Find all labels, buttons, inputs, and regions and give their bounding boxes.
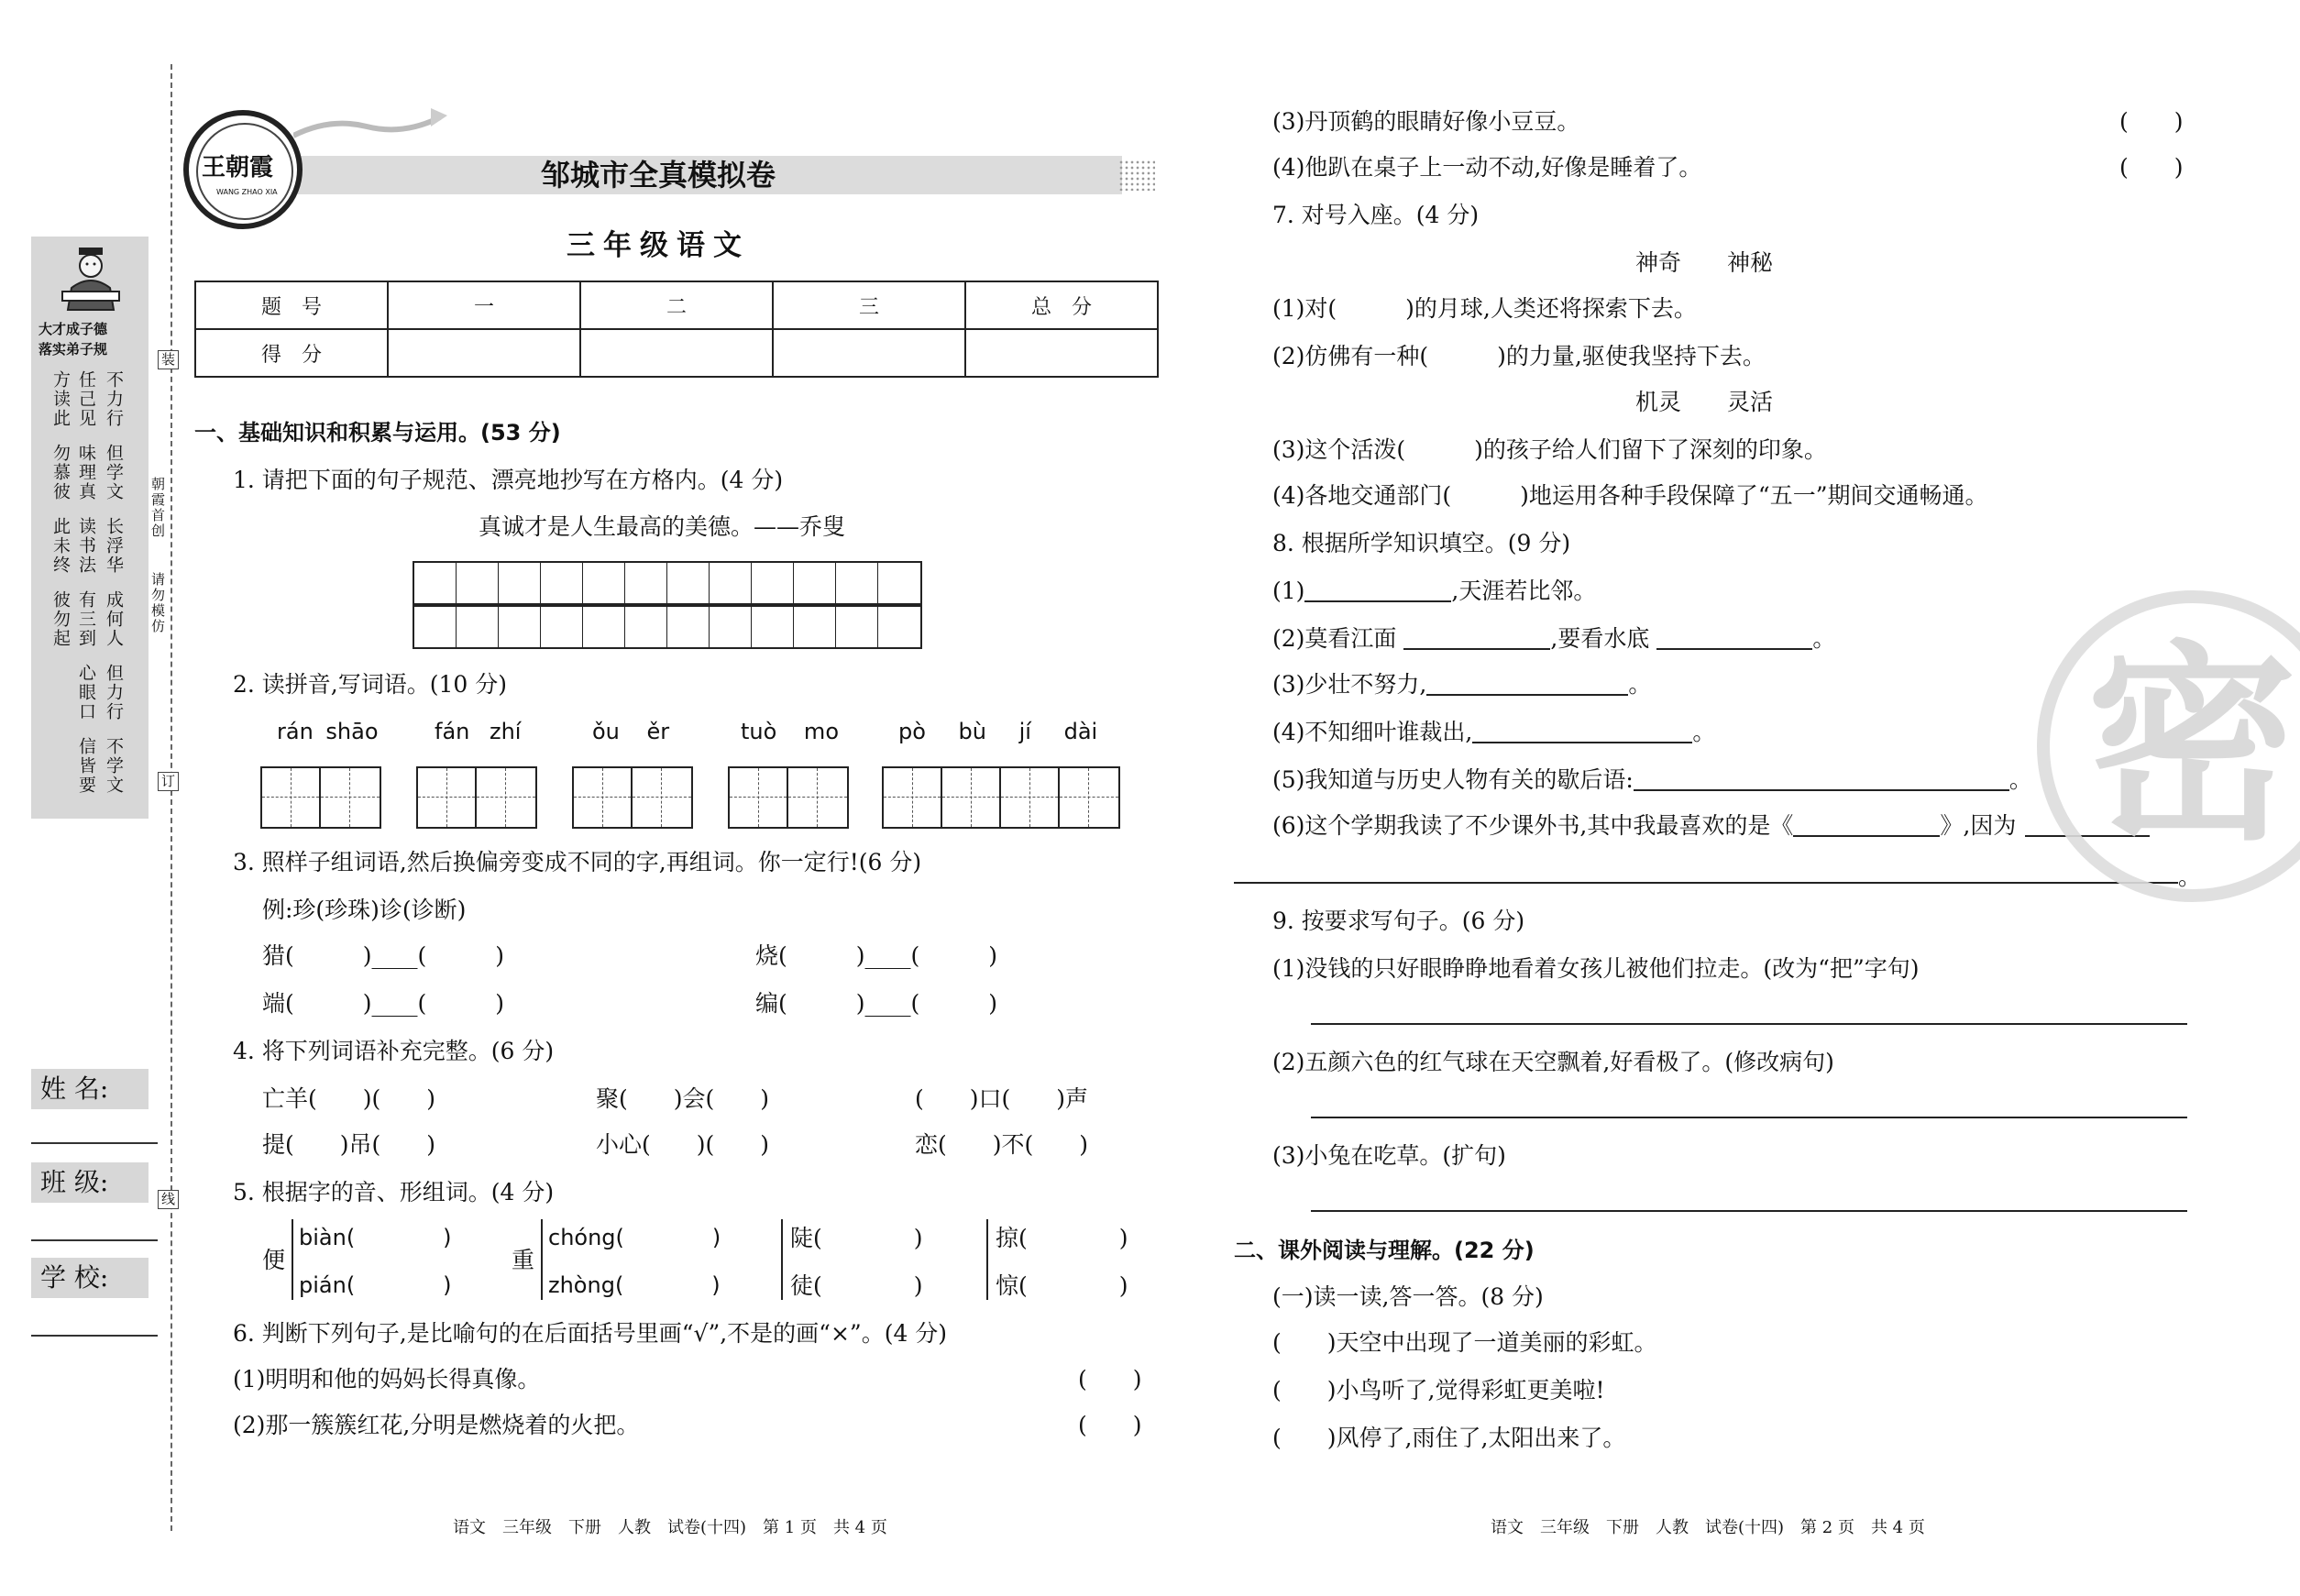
answer-paren[interactable]: ( ) bbox=[2119, 108, 2184, 135]
copyright-note: 请勿模仿 bbox=[149, 572, 166, 634]
motto-col: 任己见 bbox=[76, 370, 96, 428]
question-8: 8. 根据所学知识填空。(9 分) bbox=[1272, 530, 1571, 556]
question-7: 7. 对号入座。(4 分) bbox=[1272, 202, 1480, 228]
logo-subtext: WANG ZHAO XIA bbox=[216, 188, 278, 196]
question-6: 6. 判断下列句子,是比喻句的在后面括号里画“√”,不是的画“×”。(4 分) bbox=[233, 1320, 948, 1347]
blank-line[interactable] bbox=[1634, 769, 2009, 791]
q8-text: 。 bbox=[1628, 671, 1652, 698]
question-4: 4. 将下列词语补充完整。(6 分) bbox=[233, 1038, 555, 1064]
q5-item[interactable]: biàn( ) bbox=[299, 1225, 452, 1250]
q6-sentence: (1)明明和他的妈妈长得真像。 bbox=[233, 1366, 541, 1392]
q5-head-char: 便 bbox=[262, 1247, 286, 1273]
q4-item[interactable]: ( )口( )声 bbox=[915, 1085, 1089, 1112]
score-cell[interactable] bbox=[580, 329, 773, 377]
tianzi-grid[interactable] bbox=[572, 766, 693, 829]
page-footer: 语文 三年级 下册 人教 试卷(十四) 第 1 页 共 4 页 bbox=[453, 1518, 887, 1537]
motto-col: 但学文 bbox=[104, 444, 124, 501]
answer-paren[interactable]: ( ) bbox=[2119, 154, 2184, 181]
q8-text: (1) bbox=[1272, 578, 1305, 604]
motto-col: 但力行 bbox=[104, 664, 124, 721]
name-label: 姓 名: bbox=[31, 1069, 149, 1109]
motto-col: 读书法 bbox=[76, 517, 96, 575]
tianzi-grid[interactable] bbox=[260, 766, 381, 829]
q5-item[interactable]: pián( ) bbox=[299, 1272, 452, 1298]
table-header-cell: 题 号 bbox=[195, 281, 388, 329]
q5-item[interactable]: 陡( ) bbox=[790, 1225, 923, 1251]
section-heading: 二、课外阅读与理解。(22 分) bbox=[1234, 1238, 1535, 1263]
motto-line-2: 落实弟子规 bbox=[39, 341, 108, 358]
motto-col: 长浮华 bbox=[104, 517, 124, 575]
blank-line[interactable] bbox=[1656, 628, 1812, 650]
q8-item[interactable] bbox=[1272, 768, 2032, 791]
q8-text: (5)我知道与历史人物有关的歇后语: bbox=[1272, 766, 1634, 793]
page-footer: 语文 三年级 下册 人教 试卷(十四) 第 2 页 共 4 页 bbox=[1491, 1518, 1925, 1537]
school-field[interactable] bbox=[31, 1335, 158, 1337]
writing-grid-row[interactable] bbox=[413, 603, 922, 649]
motto-col: 信皆要 bbox=[76, 737, 96, 795]
ribbon-decoration bbox=[293, 99, 449, 154]
score-table bbox=[194, 281, 1159, 378]
q8-item[interactable] bbox=[1272, 627, 1835, 650]
brace-line bbox=[986, 1219, 988, 1300]
binding-mark: 线 bbox=[158, 1190, 179, 1209]
q8-text: ,天涯若比邻。 bbox=[1451, 578, 1597, 604]
q4-item[interactable]: 聚( )会( ) bbox=[596, 1085, 770, 1112]
q3-item[interactable]: 端( )____( ) bbox=[262, 990, 505, 1017]
reading-item[interactable]: ( )风停了,雨住了,太阳出来了。 bbox=[1272, 1425, 1626, 1451]
q8-text: (4)不知细叶谁裁出, bbox=[1272, 719, 1473, 745]
motto-box bbox=[31, 237, 149, 819]
pinyin-label: tuò mo bbox=[741, 719, 839, 744]
q9-prompt: (2)五颜六色的红气球在天空飘着,好看极了。(修改病句) bbox=[1272, 1049, 1834, 1075]
word-choices: 神奇 神秘 bbox=[1635, 249, 1774, 276]
motto-line-1: 大才成子德 bbox=[39, 321, 108, 337]
motto-col: 不学文 bbox=[104, 737, 124, 795]
pinyin-label: ǒu ěr bbox=[592, 719, 670, 744]
answer-line[interactable] bbox=[1311, 1023, 2187, 1025]
score-cell[interactable] bbox=[388, 329, 580, 377]
tianzi-grid[interactable] bbox=[728, 766, 849, 829]
q8-text: 。 bbox=[2008, 766, 2032, 793]
blank-line[interactable] bbox=[1472, 721, 1692, 743]
tianzi-grid[interactable] bbox=[882, 766, 1120, 829]
q5-item[interactable]: 掠( ) bbox=[996, 1225, 1128, 1251]
q4-item[interactable]: 亡羊( )( ) bbox=[262, 1085, 436, 1112]
answer-line[interactable] bbox=[1311, 1210, 2187, 1212]
q3-item[interactable]: 烧( )____( ) bbox=[755, 942, 998, 969]
answer-line[interactable] bbox=[1311, 1117, 2187, 1118]
confidential-stamp bbox=[2037, 590, 2300, 902]
class-field[interactable] bbox=[31, 1239, 158, 1241]
blank-line[interactable] bbox=[1304, 580, 1451, 602]
answer-paren[interactable]: ( ) bbox=[1078, 1412, 1142, 1438]
q7-item[interactable]: (2)仿佛有一种( )的力量,驱使我坚持下去。 bbox=[1272, 343, 1766, 369]
binding-mark: 装 bbox=[158, 350, 179, 369]
q3-item[interactable]: 猎( )____( ) bbox=[262, 942, 505, 969]
q4-item[interactable]: 小心( )( ) bbox=[596, 1131, 770, 1158]
q8-text: ,要看水底 bbox=[1550, 625, 1650, 652]
q8-item[interactable] bbox=[1272, 673, 1651, 696]
q8-text: (2)莫看江面 bbox=[1272, 625, 1397, 652]
q8-item[interactable] bbox=[1272, 814, 2150, 837]
q8-text: (6)这个学期我读了不少课外书,其中我最喜欢的是《 bbox=[1272, 812, 1794, 839]
reading-item[interactable]: ( )小鸟听了,觉得彩虹更美啦! bbox=[1272, 1377, 1605, 1403]
question-1: 1. 请把下面的句子规范、漂亮地抄写在方格内。(4 分) bbox=[233, 467, 784, 493]
q3-example: 例:珍(珍珠)诊(诊断) bbox=[262, 897, 467, 923]
q9-prompt: (1)没钱的只好眼睁睁地看着女孩儿被他们拉走。(改为“把”字句) bbox=[1272, 955, 1920, 982]
blank-line[interactable] bbox=[1426, 674, 1628, 696]
answer-line[interactable] bbox=[1234, 882, 2178, 884]
q5-item[interactable]: 徒( ) bbox=[790, 1272, 923, 1299]
q8-text: (3)少壮不努力, bbox=[1272, 671, 1427, 698]
q6-sentence: (3)丹顶鹤的眼睛好像小豆豆。 bbox=[1272, 108, 1580, 135]
dot-pattern bbox=[1118, 160, 1155, 191]
section-heading: 一、基础知识和积累与运用。(53 分) bbox=[194, 420, 561, 446]
logo-text: 王朝霞 bbox=[202, 154, 274, 182]
q5-item[interactable]: 惊( ) bbox=[996, 1272, 1128, 1299]
question-3: 3. 照样子组词语,然后换偏旁变成不同的字,再组词。你一定行!(6 分) bbox=[233, 849, 922, 875]
tianzi-grid[interactable] bbox=[416, 766, 537, 829]
motto-col: 味理真 bbox=[76, 444, 96, 501]
pinyin-label: pò bù jí dài bbox=[898, 719, 1098, 744]
blank-line[interactable] bbox=[1403, 628, 1550, 650]
q8-text: 。 bbox=[1812, 625, 1836, 652]
score-cell[interactable] bbox=[965, 329, 1158, 377]
table-header-cell: 三 bbox=[773, 281, 965, 329]
q3-item[interactable]: 编( )____( ) bbox=[755, 990, 998, 1017]
exam-subtitle: 三年级语文 bbox=[567, 229, 750, 262]
binding-mark: 订 bbox=[158, 772, 179, 791]
brace-line bbox=[781, 1219, 783, 1300]
q4-item[interactable]: 提( )吊( ) bbox=[262, 1131, 436, 1158]
school-label: 学 校: bbox=[31, 1258, 149, 1298]
pinyin-label: rán shāo bbox=[277, 719, 379, 744]
answer-paren[interactable]: ( ) bbox=[1078, 1366, 1142, 1392]
q8-item[interactable] bbox=[1272, 721, 1715, 743]
word-choices: 机灵 灵活 bbox=[1635, 389, 1774, 415]
q7-item[interactable]: (4)各地交通部门( )地运用各种手段保障了“五一”期间交通畅通。 bbox=[1272, 482, 1988, 509]
q6-sentence: (4)他趴在桌子上一动不动,好像是睡着了。 bbox=[1272, 154, 1702, 181]
reading-item[interactable]: ( )天空中出现了一道美丽的彩虹。 bbox=[1272, 1329, 1657, 1356]
q8-text: 。 bbox=[1692, 719, 1716, 745]
reading-subheading: (一)读一读,答一答。(8 分) bbox=[1272, 1283, 1544, 1310]
stamp-char: 密 bbox=[2086, 622, 2298, 869]
motto-col: 有三到 bbox=[76, 590, 96, 648]
question-5: 5. 根据字的音、形组词。(4 分) bbox=[233, 1179, 555, 1205]
q7-item[interactable]: (3)这个活泼( )的孩子给人们留下了深刻的印象。 bbox=[1272, 436, 1827, 463]
scholar-figure-icon bbox=[59, 246, 123, 314]
pinyin-label: fán zhí bbox=[435, 719, 522, 744]
blank-line[interactable] bbox=[1793, 815, 1940, 837]
motto-col: 不力行 bbox=[104, 370, 124, 428]
question-9: 9. 按要求写句子。(6 分) bbox=[1272, 908, 1525, 934]
q8-item[interactable] bbox=[1272, 579, 1596, 602]
q5-item[interactable]: chóng( ) bbox=[548, 1225, 721, 1250]
q6-sentence: (2)那一簇簇红花,分明是燃烧着的火把。 bbox=[233, 1412, 640, 1438]
table-row-label: 得 分 bbox=[195, 329, 388, 377]
motto-col: 成何人 bbox=[104, 590, 124, 648]
q5-head-char: 重 bbox=[512, 1247, 535, 1273]
brace-line bbox=[541, 1219, 543, 1300]
score-cell[interactable] bbox=[773, 329, 965, 377]
q8-text: 》,因为 bbox=[1940, 812, 2017, 839]
writing-grid-row[interactable] bbox=[413, 561, 922, 607]
q5-item[interactable]: zhòng( ) bbox=[548, 1272, 721, 1298]
exam-title: 邹城市全真模拟卷 bbox=[540, 158, 776, 193]
table-header-cell: 总 分 bbox=[965, 281, 1158, 329]
q8-text: 。 bbox=[2178, 864, 2202, 890]
motto-col: 彼勿起 bbox=[50, 590, 71, 648]
logo bbox=[183, 110, 303, 229]
motto-col: 勿慕彼 bbox=[50, 444, 71, 501]
copy-sentence: 真诚才是人生最高的美德。——乔叟 bbox=[479, 513, 846, 540]
brace-line bbox=[292, 1219, 293, 1300]
copyright-note: 朝霞首创 bbox=[149, 477, 166, 539]
q4-item[interactable]: 恋( )不( ) bbox=[915, 1131, 1089, 1158]
q9-prompt: (3)小兔在吃草。(扩句) bbox=[1272, 1142, 1506, 1169]
motto-col: 方读此 bbox=[50, 370, 71, 428]
class-label: 班 级: bbox=[31, 1162, 149, 1203]
name-field[interactable] bbox=[31, 1142, 158, 1144]
motto-col: 心眼口 bbox=[76, 664, 96, 721]
motto-col: 此未终 bbox=[50, 517, 71, 575]
q7-item[interactable]: (1)对( )的月球,人类还将探索下去。 bbox=[1272, 295, 1697, 322]
table-header-cell: 二 bbox=[580, 281, 773, 329]
binding-line bbox=[171, 64, 172, 1531]
title-banner bbox=[194, 156, 1122, 194]
table-header-cell: 一 bbox=[388, 281, 580, 329]
question-2: 2. 读拼音,写词语。(10 分) bbox=[233, 671, 508, 698]
